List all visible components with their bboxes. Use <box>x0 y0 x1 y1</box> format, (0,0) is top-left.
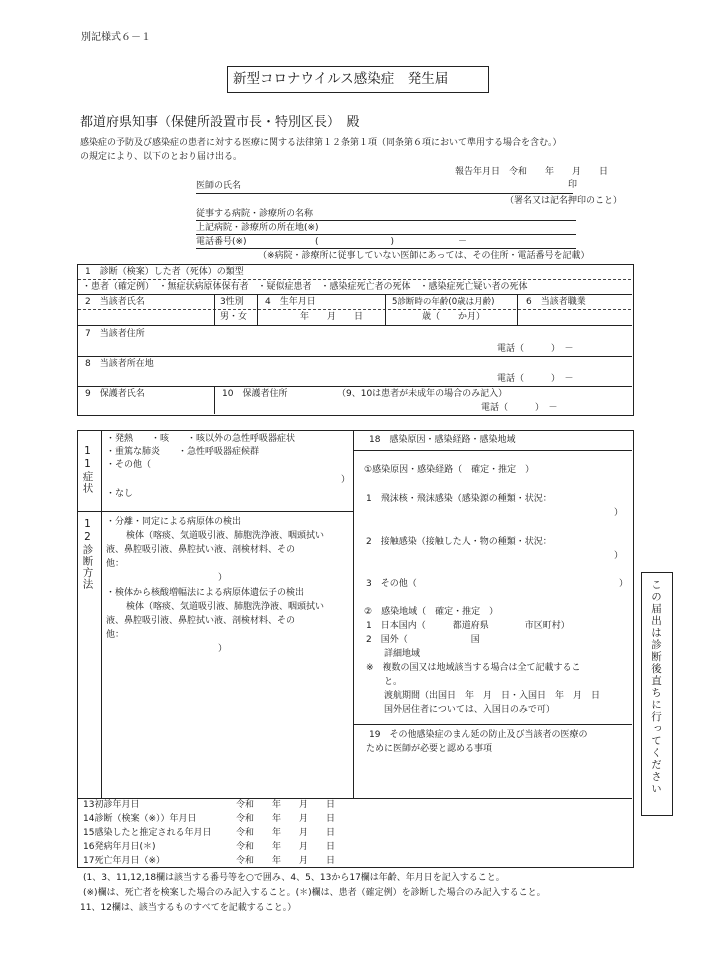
side-note-box <box>641 572 673 816</box>
date-value-15: 令和 年 月 日 <box>236 828 336 838</box>
s18-b1-close: ） <box>614 508 624 518</box>
s11-item-d: ・なし <box>106 489 134 499</box>
date-label-13: 13初診年月日 <box>83 800 140 810</box>
tel-2: 電話（ ） － <box>497 374 574 384</box>
tel-1: 電話（ ） － <box>497 344 574 354</box>
s18-c1: 1 日本国内（ 都道府県 市区町村） <box>366 621 570 631</box>
date-value-16: 令和 年 月 日 <box>236 842 336 852</box>
s9-10-note: （9、10は患者が未成年の場合のみ記入） <box>337 389 508 399</box>
row2-divider <box>78 309 631 310</box>
s9-label: 9 保護者氏名 <box>85 389 145 399</box>
addressee: 都道府県知事（保健所設置市長・特別区長） 殿 <box>80 115 360 130</box>
s18-b3: 3 その他（ <box>366 579 417 589</box>
phone-paren: ( ) <box>315 237 395 247</box>
s11-item-c: ・その他（ <box>106 460 152 470</box>
s18-c3: 詳細地域 <box>384 649 421 659</box>
s11-label: 11症状 <box>81 445 94 494</box>
row2-top <box>78 294 632 295</box>
phone-line <box>196 248 576 249</box>
s18-title-bottom <box>354 450 632 451</box>
s10-label: 10 保護者住所 <box>222 389 288 399</box>
col-guardian-left <box>214 387 215 414</box>
s3-label: 3性別 <box>220 297 244 307</box>
s18-c: ② 感染地域（ 確定・推定 ） <box>364 607 499 617</box>
s11-bottom <box>78 511 353 512</box>
s19-line-2: ために医師が必要と認める事項 <box>366 744 493 754</box>
middle-divider <box>353 431 354 799</box>
hospital-address-label: 上記病院・診療所の所在地(※) <box>196 223 319 233</box>
s11-item-c-close: ） <box>341 475 351 485</box>
row3-top <box>78 325 632 326</box>
s12-l6: 検体（喀痰、気道吸引液、肺胞洗浄液、咽頭拭い <box>126 602 325 612</box>
tel-3: 電話（ ） － <box>481 403 558 413</box>
s12-l3: 液、鼻腔吸引液、鼻腔拭い液、剖検材料、その <box>106 545 296 555</box>
s18-b3-close: ） <box>619 579 629 589</box>
s5-label: 5診断時の年齢(0歳は月齢) <box>392 297 495 307</box>
s1-label: 1 診断（検案）した者（死体）の類型 <box>85 267 244 277</box>
s18-b2-close: ） <box>614 551 624 561</box>
side-note: この届出は診断後直ちに行ってください <box>650 579 662 795</box>
hospital-name-label: 従事する病院・診療所の名称 <box>196 209 314 219</box>
page-title: 新型コロナウイルス感染症 発生届 <box>233 71 449 87</box>
intro-line-2: の規定により、以下のとおり届け出る。 <box>80 152 243 162</box>
date-value-13: 令和 年 月 日 <box>236 800 336 810</box>
s12-l4: 他： <box>106 559 125 569</box>
report-date: 報告年月日 令和 年 月 日 <box>455 167 609 177</box>
footnote-3: 11、12欄は、該当するものすべてを記載すること。） <box>80 903 297 913</box>
seal-mark: 印 <box>568 180 578 190</box>
s18-c5: と。 <box>384 677 403 687</box>
s12-l7: 液、鼻腔吸引液、鼻腔拭い液、剖検材料、その <box>106 616 296 626</box>
row4-top <box>78 356 632 357</box>
hospital-note: （※病院・診療所に従事していない医師にあっては、その住所・電話番号を記載） <box>258 251 590 261</box>
date-label-17: 17死亡年月日（※） <box>83 856 165 866</box>
footnote-1: (1、3、11,12,18欄は該当する番号等を○で囲み、4、5、13から17欄は年齢、年月日を記入すること。 <box>83 873 505 883</box>
intro-line-1: 感染症の予防及び感染症の患者に対する医療に関する法律第１２条第１項（同条第６項において準用する場合を含む。） <box>80 138 562 148</box>
s12-label: 12診断方法 <box>81 518 94 590</box>
s18-b2: 2 接触感染（接触した人・物の種類・状況： <box>366 537 552 547</box>
col-age-left <box>385 295 386 325</box>
hospital-address-line <box>196 234 576 235</box>
col-job-left <box>517 295 518 325</box>
form-id: 別記様式６－１ <box>81 32 151 43</box>
s12-l8-close: ） <box>218 644 228 654</box>
phone-label: 電話番号(※) <box>196 237 247 247</box>
s18-a: ①感染原因・感染経路（ 確定・推定 ） <box>364 465 535 475</box>
col-sex-left <box>214 295 215 325</box>
doctor-name-label: 医師の氏名 <box>196 181 242 191</box>
phone-dash: － <box>458 237 468 247</box>
col-birth-left <box>257 295 258 325</box>
seal-note: （署名又は記名押印のこと） <box>505 196 623 206</box>
s12-l2: 検体（喀痰、気道吸引液、肺胞洗浄液、咽頭拭い <box>126 531 325 541</box>
s6-label: 6 当該者職業 <box>526 297 586 307</box>
s2-label: 2 当該者氏名 <box>85 297 145 307</box>
row1-divider <box>78 279 631 280</box>
s4-value: 年 月 日 <box>300 312 364 322</box>
s18-c7: 国外居住者については、入国日のみで可） <box>384 705 555 715</box>
hospital-name-line <box>196 220 576 221</box>
s12-l1: ・分離・同定による病原体の検出 <box>106 517 242 527</box>
date-label-16: 16発病年月日(＊) <box>83 842 156 852</box>
label-col-divider <box>101 431 102 798</box>
date-value-14: 令和 年 月 日 <box>236 814 336 824</box>
dates-top <box>78 798 632 799</box>
s18-c6: 渡航期間（出国日 年 月 日・入国日 年 月 日 <box>384 691 601 701</box>
s3-value: 男・女 <box>220 312 248 322</box>
date-label-14: 14診断（検案（※））年月日 <box>83 814 197 824</box>
s18-c2: 2 国外（ 国 <box>366 635 480 645</box>
s7-label: 7 当該者住所 <box>85 329 145 339</box>
footnote-2: (※)欄は、死亡者を検案した場合のみ記入すること。(＊)欄は、患者（確定例）を診断した場合のみ記入すること。 <box>83 888 546 898</box>
row5-top <box>78 386 632 387</box>
s4-label: 4 生年月日 <box>265 297 316 307</box>
s1-options: ・患者（確定例） ・無症状病原体保有者 ・疑似症患者 ・感染症死亡者の死体 ・感染症死亡疑い者の死体 <box>82 282 528 292</box>
s18-b1: 1 飛沫核・飛沫感染（感染源の種類・状況： <box>366 494 552 504</box>
s12-l4-close: ） <box>218 573 228 583</box>
s11-item-a: ・発熱 ・咳 ・咳以外の急性呼吸器症状 <box>106 434 296 444</box>
s18-title: 18 感染原因・感染経路・感染地域 <box>369 435 516 445</box>
s18-c4: ※ 複数の国又は地域該当する場合は全て記載するこ <box>366 663 581 673</box>
s11-item-b: ・重篤な肺炎 ・急性呼吸器症候群 <box>106 447 260 457</box>
s19-line-1: 19 その他感染症のまん延の防止及び当該者の医療の <box>369 730 588 740</box>
s8-label: 8 当該者所在地 <box>85 359 154 369</box>
doctor-name-line <box>196 193 573 194</box>
s5-value: 歳（ か月） <box>422 312 486 322</box>
s12-l5: ・検体から核酸増幅法による病原体遺伝子の検出 <box>106 588 305 598</box>
date-value-17: 令和 年 月 日 <box>236 856 336 866</box>
s12-l8: 他： <box>106 630 125 640</box>
s19-top <box>354 724 632 725</box>
date-label-15: 15感染したと推定される年月日 <box>83 828 212 838</box>
